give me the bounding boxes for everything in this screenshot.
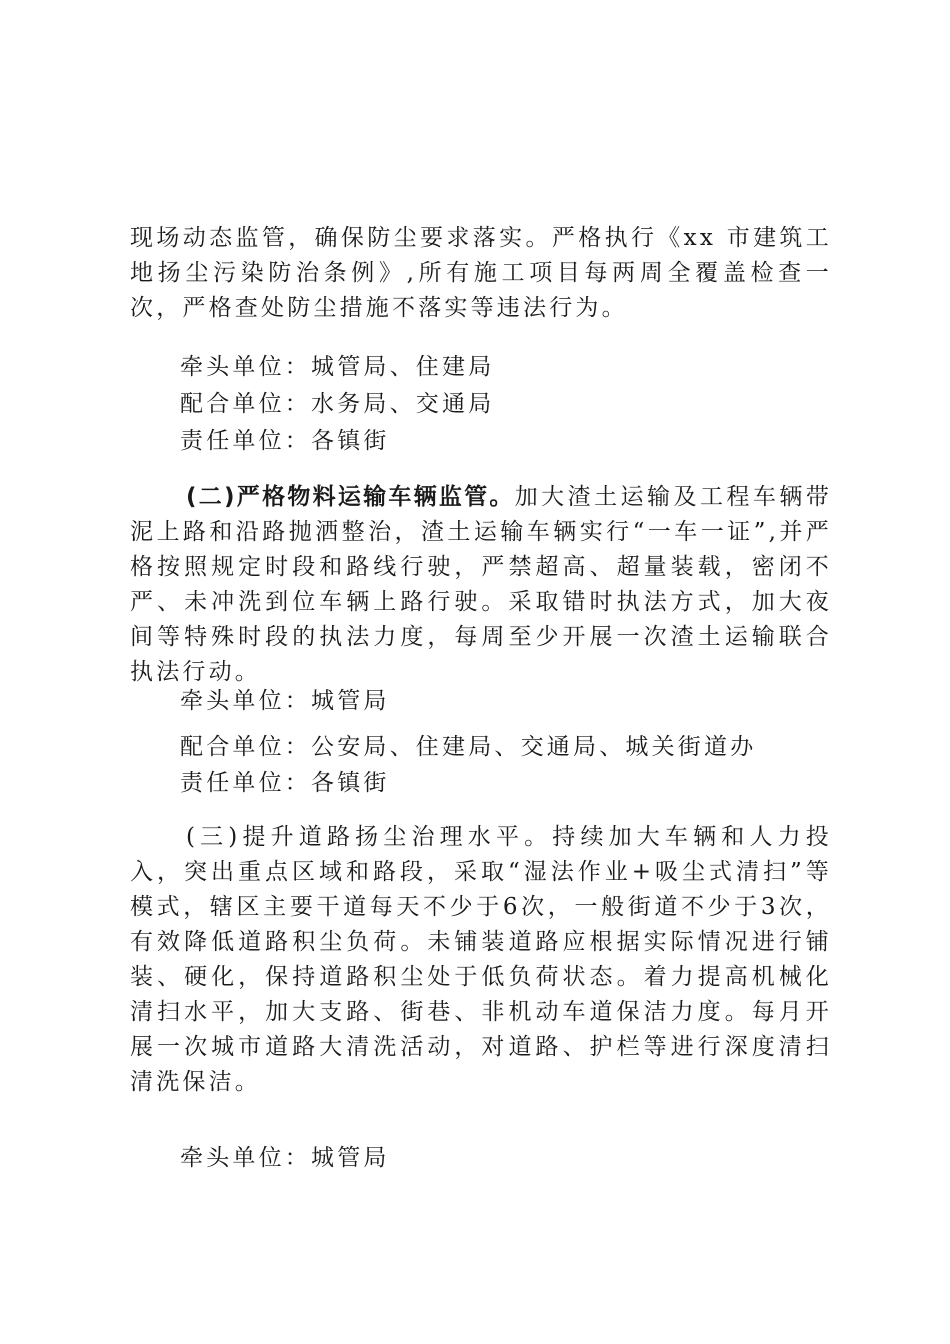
section1-lead-unit: 牵头单位：城管局、住建局 [180,354,495,380]
section1-cooperate-unit: 配合单位：水务局、交通局 [180,391,495,417]
section2-paragraph [130,480,832,690]
section1-responsible-unit: 责任单位：各镇街 [180,428,390,454]
section3-body: 持续加大车辆和人力投入，突出重点区域和路段，采取“湿法作业+吸尘式清扫”等模式，辖区主要干道每天不少于6次，一般街道不少于3次，有效降低道路积尘负荷。未铺装道路应根据实际情况进行铺装、硬化，保持道路积尘处于低负荷状态。着力提高机械化清扫水平，加大支路、街巷、非机动车道保洁力度。每月开展一次城市道路大清洗活动，对道路、护栏等进行深度清扫清洗保洁。 [130,824,833,1095]
section3-lead-unit: 牵头单位：城管局 [180,1145,390,1171]
section3-heading: (三)提升道路扬尘治理水平。 [186,824,553,850]
section2-body: 加大渣土运输及工程车辆带泥上路和沿路抛洒整治，渣土运输车辆实行“一车一证”,并严格按照规定时段和路线行驶，严禁超高、超量装载，密闭不严、未冲洗到位车辆上路行驶。采取错时执法方式，加大夜间等特殊时段的执法力度，每周至少开展一次渣土运输联合执法行动。 [130,484,832,685]
section2-heading: (二)严格物料运输车辆监管。 [186,484,515,510]
section3-paragraph [130,820,832,1100]
section1-paragraph: 现场动态监管，确保防尘要求落实。严格执行《xx 市建筑工地扬尘污染防治条例》,所有施工项目每两周全覆盖检查一次，严格查处防尘措施不落实等违法行为。 [130,225,832,321]
section2-cooperate-unit: 配合单位：公安局、住建局、交通局、城关街道办 [180,734,757,760]
section2-responsible-unit: 责任单位：各镇街 [180,770,390,796]
section2-lead-unit: 牵头单位：城管局 [180,688,390,714]
